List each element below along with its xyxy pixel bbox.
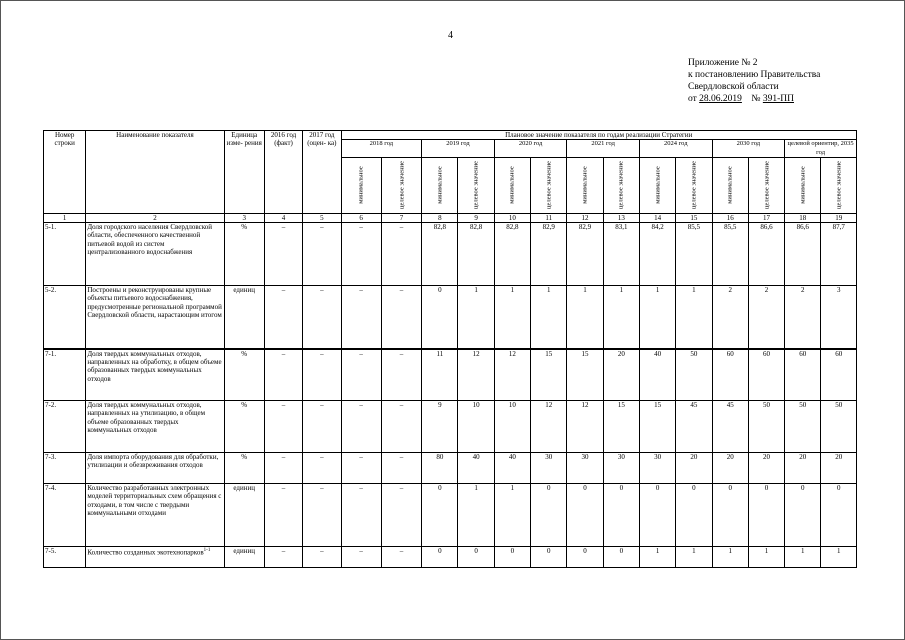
year-header: 2018 год <box>341 140 422 158</box>
value-cell: 84,2 <box>639 223 675 286</box>
value-cell: 12 <box>531 401 567 453</box>
value-cell: 0 <box>531 547 567 568</box>
resolution-date: 28.06.2019 <box>699 94 742 104</box>
value-cell: 50 <box>748 401 784 453</box>
subheader-label: минимальное <box>654 166 662 205</box>
value-cell: 1 <box>531 286 567 349</box>
value-cell: 30 <box>639 453 675 484</box>
value-cell: 60 <box>821 349 857 401</box>
row-number: 5-1. <box>44 223 86 286</box>
column-number: 12 <box>567 213 603 222</box>
subheader-target <box>458 157 494 213</box>
subheader-label: целевое значение <box>763 161 770 210</box>
value-cell: – <box>381 484 421 547</box>
header-2016: 2016 год (факт) <box>264 131 302 214</box>
value-cell: 40 <box>458 453 494 484</box>
subheader-target <box>821 157 857 213</box>
value-cell: – <box>264 547 302 568</box>
subheader-minimal <box>422 157 458 213</box>
value-cell: 3 <box>821 286 857 349</box>
table-row <box>44 484 857 547</box>
value-cell: – <box>303 547 341 568</box>
indicator-name-text: Доля твердых коммунальных отходов, направленных на обработку, в общем объеме образованных твердых коммунальных отходов <box>87 349 222 383</box>
value-cell: 9 <box>422 401 458 453</box>
value-cell: 20 <box>748 453 784 484</box>
value-cell: – <box>303 484 341 547</box>
column-number: 6 <box>341 213 381 222</box>
subheader-label: минимальное <box>799 166 807 205</box>
value-cell: 1 <box>458 286 494 349</box>
value-cell: 1 <box>821 547 857 568</box>
subheader-target <box>676 157 712 213</box>
subheader-target <box>531 157 567 213</box>
value-cell: 10 <box>458 401 494 453</box>
column-number: 3 <box>224 213 264 222</box>
subheader-minimal <box>785 157 821 213</box>
value-cell: 85,5 <box>676 223 712 286</box>
column-number: 18 <box>785 213 821 222</box>
header-row-no: Номер строки <box>44 131 86 214</box>
subheader-label: целевое значение <box>690 161 698 210</box>
table-row <box>44 453 857 484</box>
indicator-name-text: Доля городского населения Свердловской области, обеспеченного качественной питьевой водой из систем централизованного водоснабжения <box>87 223 213 257</box>
value-cell: – <box>303 453 341 484</box>
value-cell: 50 <box>676 349 712 401</box>
value-cell: 20 <box>821 453 857 484</box>
subheader-label: целевое значение <box>398 161 406 210</box>
value-cell: 1 <box>603 286 639 349</box>
value-cell: 86,6 <box>785 223 821 286</box>
value-cell: – <box>341 453 381 484</box>
value-cell: – <box>341 484 381 547</box>
value-cell: 1 <box>567 286 603 349</box>
subheader-label: минимальное <box>357 166 365 205</box>
value-cell: 82,9 <box>531 223 567 286</box>
value-cell: 0 <box>821 484 857 547</box>
value-cell: 0 <box>422 286 458 349</box>
value-cell: 12 <box>494 349 530 401</box>
header-name: Наименование показателя <box>86 131 224 214</box>
indicator-name <box>86 401 224 453</box>
table-row <box>44 401 857 453</box>
value-cell: 40 <box>494 453 530 484</box>
value-cell: – <box>264 484 302 547</box>
value-cell: 0 <box>748 484 784 547</box>
unit: % <box>224 401 264 453</box>
value-cell: 11 <box>422 349 458 401</box>
year-header: 2024 год <box>639 140 712 158</box>
value-cell: – <box>381 401 421 453</box>
column-number: 4 <box>264 213 302 222</box>
value-cell: – <box>381 547 421 568</box>
value-cell: 82,8 <box>422 223 458 286</box>
subheader-label: минимальное <box>726 166 734 205</box>
value-cell: – <box>341 349 381 401</box>
value-cell: – <box>264 401 302 453</box>
row-number: 7-3. <box>44 453 86 484</box>
table-row <box>44 286 857 349</box>
header-plan: Плановое значение показателя по годам реализации Стратегии <box>341 131 857 140</box>
column-number: 17 <box>748 213 784 222</box>
subheader-label: минимальное <box>581 166 589 205</box>
value-cell: 1 <box>676 547 712 568</box>
value-cell: 50 <box>785 401 821 453</box>
page-number: 4 <box>448 30 453 41</box>
value-cell: 0 <box>422 484 458 547</box>
row-number: 7-1. <box>44 349 86 401</box>
column-number: 14 <box>639 213 675 222</box>
subheader-minimal <box>494 157 530 213</box>
year-header: 2019 год <box>422 140 495 158</box>
value-cell: – <box>264 223 302 286</box>
value-cell: 0 <box>676 484 712 547</box>
value-cell: – <box>303 223 341 286</box>
subheader-minimal <box>567 157 603 213</box>
value-cell: 45 <box>676 401 712 453</box>
value-cell: 30 <box>531 453 567 484</box>
subheader-label: целевое значение <box>617 161 625 210</box>
year-header: целевой ориентир, 2035 год <box>785 140 857 158</box>
appendix-date-line <box>688 93 820 105</box>
indicator-name <box>86 286 224 349</box>
value-cell: 2 <box>785 286 821 349</box>
value-cell: 0 <box>567 547 603 568</box>
value-cell: 0 <box>458 547 494 568</box>
appendix-line-2: к постановлению Правительства <box>688 70 821 80</box>
indicator-name-text: Доля импорта оборудования для обработки, утилизации и обезвреживания отходов <box>87 453 219 470</box>
value-cell: – <box>264 453 302 484</box>
value-cell: 30 <box>567 453 603 484</box>
value-cell: 83,1 <box>603 223 639 286</box>
row-number: 7-2. <box>44 401 86 453</box>
value-cell: 1 <box>494 484 530 547</box>
value-cell: 87,7 <box>821 223 857 286</box>
value-cell: – <box>341 547 381 568</box>
indicator-name-text: Количество созданных экотехнопарков <box>87 548 204 557</box>
indicator-name <box>86 484 224 547</box>
subheader-label: целевое значение <box>472 161 480 210</box>
value-cell: 20 <box>676 453 712 484</box>
value-cell: 1 <box>785 547 821 568</box>
value-cell: – <box>341 223 381 286</box>
column-number: 8 <box>422 213 458 222</box>
value-cell: 0 <box>531 484 567 547</box>
row-number: 7-4. <box>44 484 86 547</box>
value-cell: 0 <box>603 547 639 568</box>
value-cell: – <box>381 453 421 484</box>
header-2017: 2017 год (оцен- ка) <box>303 131 341 214</box>
indicator-name <box>86 453 224 484</box>
subheader-target <box>603 157 639 213</box>
column-number: 15 <box>676 213 712 222</box>
column-number: 7 <box>381 213 421 222</box>
column-number: 10 <box>494 213 530 222</box>
value-cell: 60 <box>748 349 784 401</box>
value-cell: – <box>341 286 381 349</box>
value-cell: 82,9 <box>567 223 603 286</box>
value-cell: – <box>341 401 381 453</box>
value-cell: – <box>303 286 341 349</box>
indicator-name <box>86 547 224 568</box>
value-cell: – <box>381 223 421 286</box>
column-number: 2 <box>86 213 224 222</box>
value-cell: 0 <box>712 484 748 547</box>
appendix-line-3: Свердловской области <box>688 82 779 92</box>
indicator-name-text: Построены и реконструированы крупные объекты питьевого водоснабжения, предусмотренные региональной программой Свердловской области, нарастающим итогом <box>87 286 222 320</box>
value-cell: – <box>303 349 341 401</box>
value-cell: 20 <box>712 453 748 484</box>
subheader-label: минимальное <box>436 166 444 205</box>
row-number: 7-5. <box>44 547 86 568</box>
value-cell: – <box>264 286 302 349</box>
subheader-minimal <box>712 157 748 213</box>
value-cell: 85,5 <box>712 223 748 286</box>
indicators-table <box>43 130 857 568</box>
value-cell: 12 <box>458 349 494 401</box>
unit: единиц <box>224 547 264 568</box>
subheader-label: целевое значение <box>835 161 843 210</box>
unit: % <box>224 453 264 484</box>
value-cell: 20 <box>785 453 821 484</box>
value-cell: 20 <box>603 349 639 401</box>
resolution-number: 391-ПП <box>762 94 794 104</box>
value-cell: 50 <box>821 401 857 453</box>
value-cell: 0 <box>639 484 675 547</box>
value-cell: 2 <box>748 286 784 349</box>
column-number: 11 <box>531 213 567 222</box>
column-number: 5 <box>303 213 341 222</box>
subheader-minimal <box>341 157 381 213</box>
year-header: 2020 год <box>494 140 567 158</box>
value-cell: 60 <box>785 349 821 401</box>
value-cell: 40 <box>639 349 675 401</box>
value-cell: – <box>381 286 421 349</box>
value-cell: 1 <box>748 547 784 568</box>
row-number: 5-2. <box>44 286 86 349</box>
subheader-label: целевое значение <box>545 161 553 210</box>
value-cell: 1 <box>639 286 675 349</box>
subheader-minimal <box>639 157 675 213</box>
unit: % <box>224 349 264 401</box>
value-cell: 0 <box>603 484 639 547</box>
value-cell: 0 <box>494 547 530 568</box>
value-cell: 2 <box>712 286 748 349</box>
date-prefix: от <box>688 94 697 104</box>
value-cell: 82,8 <box>458 223 494 286</box>
value-cell: 0 <box>422 547 458 568</box>
number-prefix: № <box>751 94 761 104</box>
subheader-target <box>381 157 421 213</box>
value-cell: 86,6 <box>748 223 784 286</box>
value-cell: 1 <box>676 286 712 349</box>
appendix-line-1: Приложение № 2 <box>688 58 758 68</box>
table-row <box>44 547 857 568</box>
table-row <box>44 223 857 286</box>
value-cell: – <box>264 349 302 401</box>
value-cell: – <box>381 349 421 401</box>
value-cell: 0 <box>567 484 603 547</box>
value-cell: 0 <box>785 484 821 547</box>
value-cell: 82,8 <box>494 223 530 286</box>
unit: единиц <box>224 484 264 547</box>
value-cell: 80 <box>422 453 458 484</box>
subheader-label: минимальное <box>508 166 516 205</box>
value-cell: 15 <box>639 401 675 453</box>
indicator-name-text: Количество разработанных электронных моделей территориальных схем обращения с отходами, в том числе с твердыми коммунальными отходами <box>87 484 222 518</box>
value-cell: 15 <box>531 349 567 401</box>
table-row <box>44 349 857 401</box>
value-cell: 1 <box>639 547 675 568</box>
column-number: 13 <box>603 213 639 222</box>
value-cell: 10 <box>494 401 530 453</box>
footnote-mark: 1-1 <box>203 548 211 554</box>
column-number: 9 <box>458 213 494 222</box>
appendix-header <box>688 57 820 105</box>
value-cell: 1 <box>494 286 530 349</box>
value-cell: 15 <box>603 401 639 453</box>
value-cell: 1 <box>458 484 494 547</box>
value-cell: 60 <box>712 349 748 401</box>
year-header: 2030 год <box>712 140 785 158</box>
column-number: 16 <box>712 213 748 222</box>
header-unit: Единица изме- рения <box>224 131 264 214</box>
value-cell: – <box>303 401 341 453</box>
unit: единиц <box>224 286 264 349</box>
indicator-name <box>86 223 224 286</box>
indicator-name <box>86 349 224 401</box>
year-header: 2021 год <box>567 140 640 158</box>
subheader-target <box>748 157 784 213</box>
value-cell: 12 <box>567 401 603 453</box>
column-number: 1 <box>44 213 86 222</box>
value-cell: 1 <box>712 547 748 568</box>
unit: % <box>224 223 264 286</box>
column-number: 19 <box>821 213 857 222</box>
value-cell: 45 <box>712 401 748 453</box>
value-cell: 30 <box>603 453 639 484</box>
value-cell: 15 <box>567 349 603 401</box>
indicator-name-text: Доля твердых коммунальных отходов, направленных на утилизацию, в общем объеме образованных твердых коммунальных отходов <box>87 401 206 435</box>
